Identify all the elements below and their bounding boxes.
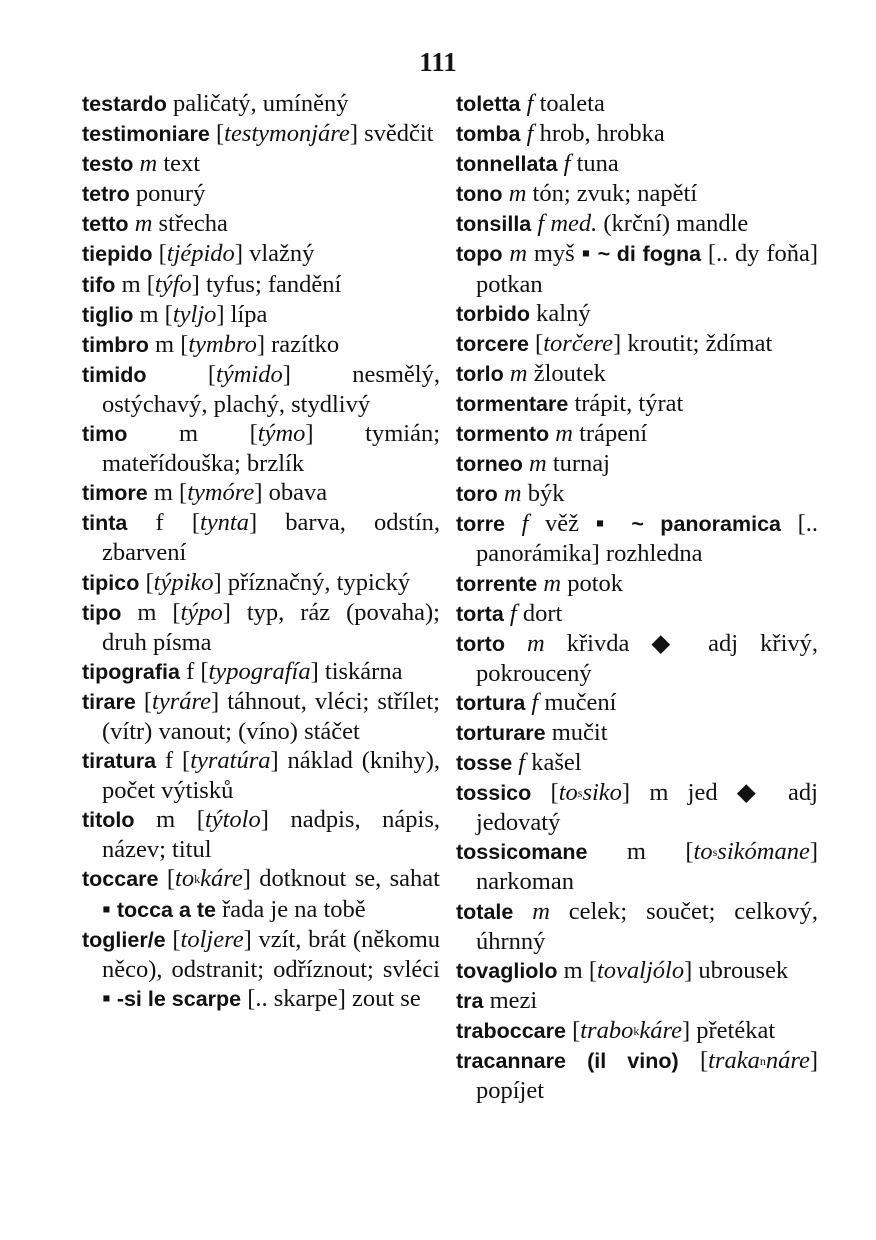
dictionary-entry bbox=[456, 179, 818, 209]
headword: tovagliolo bbox=[456, 958, 558, 983]
entry-definition: ] m jed ◆ adj jedovatý bbox=[476, 779, 818, 837]
dictionary-entry bbox=[456, 209, 818, 239]
pronunciation: m bbox=[509, 240, 528, 268]
headword: timo bbox=[82, 422, 128, 447]
dictionary-entry bbox=[82, 239, 440, 269]
pronunciation: tyljo bbox=[172, 300, 217, 328]
entry-definition: ] svědčit bbox=[349, 120, 434, 148]
dictionary-entry bbox=[456, 299, 818, 329]
entry-prefix: [ bbox=[209, 120, 225, 148]
dictionary-entry bbox=[82, 330, 440, 360]
headword: torta bbox=[456, 601, 504, 626]
entry-definition: věž ▪ bbox=[528, 510, 632, 538]
entry-prefix: [ bbox=[152, 240, 167, 268]
dictionary-entry bbox=[456, 718, 818, 748]
phrase-headword: -si le scarpe bbox=[116, 986, 242, 1011]
pronunciation: týtolo bbox=[204, 806, 261, 834]
entry-definition: ] táhnout, vléci; střílet; (vítr) vanout; (víno) stáčet bbox=[102, 687, 440, 745]
pronunciation: m bbox=[509, 359, 528, 387]
entry-definition: hrob, hrobka bbox=[533, 120, 665, 148]
dictionary-entry bbox=[456, 569, 818, 599]
headword: torlo bbox=[456, 361, 504, 386]
entry-definition: trápit, týrat bbox=[568, 389, 684, 417]
dictionary-entry bbox=[82, 300, 440, 330]
headword: totale bbox=[456, 899, 514, 924]
entry-prefix: m [ bbox=[134, 806, 205, 834]
pronunciation: tynta bbox=[200, 509, 249, 537]
entry-definition: (krční) mandle bbox=[597, 210, 749, 238]
dictionary-entry bbox=[456, 89, 818, 119]
entry-prefix: [ bbox=[158, 865, 176, 893]
entry-definition: turnaj bbox=[546, 450, 610, 478]
headword: tortura bbox=[456, 690, 526, 715]
pronunciation: m bbox=[529, 450, 547, 478]
headword: tono bbox=[456, 182, 503, 207]
dictionary-entry bbox=[456, 509, 818, 568]
headword: torrente bbox=[456, 571, 538, 596]
pronunciation: m bbox=[134, 210, 153, 238]
entry-prefix: [ bbox=[146, 360, 217, 388]
pronunciation: f med. bbox=[537, 210, 598, 238]
entry-definition: mučení bbox=[538, 688, 617, 716]
entry-prefix: f [ bbox=[156, 747, 191, 775]
pronunciation: týmido bbox=[216, 360, 283, 388]
entry-prefix: f [ bbox=[127, 509, 200, 537]
phrase-headword: tocca a te bbox=[116, 897, 216, 922]
dictionary-entry bbox=[82, 270, 440, 300]
entry-definition: ] ubrousek bbox=[684, 956, 789, 984]
headword: torturare bbox=[456, 720, 546, 745]
dictionary-entry bbox=[82, 478, 440, 508]
pronunciation: m bbox=[532, 897, 550, 925]
dictionary-entry bbox=[456, 748, 818, 778]
page-number: 111 bbox=[419, 47, 457, 77]
pronunciation: tymóre bbox=[187, 479, 255, 507]
entry-definition: ] nesmělý, ostýchavý, plachý, stydlivý bbox=[102, 360, 440, 418]
dictionary-entry bbox=[456, 897, 818, 956]
pronunciation-rest: siko bbox=[582, 779, 622, 807]
entry-definition: ] tiskárna bbox=[310, 657, 403, 685]
entry-definition: dort bbox=[516, 599, 563, 627]
dictionary-entry bbox=[456, 389, 818, 419]
pronunciation: tovaljólo bbox=[597, 956, 685, 984]
entry-definition: žloutek bbox=[527, 359, 606, 387]
dictionary-entry bbox=[456, 1046, 818, 1105]
entry-prefix: m [ bbox=[148, 330, 189, 358]
dictionary-entry bbox=[82, 119, 440, 149]
headword: toletta bbox=[456, 92, 521, 116]
pronunciation-superscript: k bbox=[194, 872, 201, 887]
dictionary-entry bbox=[82, 568, 440, 598]
headword: tifo bbox=[82, 272, 116, 297]
headword: testo bbox=[82, 152, 134, 177]
pronunciation: f bbox=[531, 688, 539, 716]
entry-definition: ] kroutit; ždímat bbox=[613, 329, 773, 357]
entry-prefix: m [ bbox=[115, 270, 155, 298]
headword: torto bbox=[456, 631, 505, 656]
headword: timido bbox=[82, 362, 147, 387]
dictionary-entry bbox=[456, 688, 818, 718]
headword: toro bbox=[456, 482, 498, 507]
entry-prefix: m [ bbox=[147, 479, 188, 507]
entry-definition: ] nadpis, nápis, název; titul bbox=[102, 806, 440, 864]
dictionary-entry bbox=[82, 89, 440, 119]
entry-prefix: f [ bbox=[179, 657, 209, 685]
headword: traboccare bbox=[456, 1018, 566, 1043]
entry-prefix: m [ bbox=[127, 420, 258, 448]
entry-definition: mezi bbox=[483, 986, 538, 1014]
entry-prefix bbox=[505, 510, 522, 537]
dictionary-entry bbox=[82, 179, 440, 209]
dictionary-entry bbox=[456, 119, 818, 149]
entry-definition: myš ▪ bbox=[527, 240, 598, 268]
dictionary-entry bbox=[82, 360, 440, 419]
dictionary-entry bbox=[82, 598, 440, 657]
dictionary-entry bbox=[456, 956, 818, 986]
pronunciation: m bbox=[139, 150, 158, 178]
headword: tomba bbox=[456, 122, 521, 147]
entry-definition: ] vlažný bbox=[234, 240, 315, 268]
entry-definition: potok bbox=[561, 569, 623, 597]
dictionary-entry bbox=[456, 599, 818, 629]
entry-definition: ] přetékat bbox=[681, 1016, 776, 1044]
pronunciation: týmo bbox=[257, 420, 306, 448]
entry-prefix: m [ bbox=[587, 838, 694, 866]
dictionary-entry bbox=[456, 1016, 818, 1046]
pronunciation: to bbox=[175, 865, 195, 893]
entry-definition: ] popíjet bbox=[476, 1047, 818, 1105]
entry-prefix: [ bbox=[678, 1047, 709, 1074]
right-column bbox=[456, 89, 818, 1105]
headword: tiratura bbox=[82, 749, 157, 774]
pronunciation: f bbox=[521, 510, 529, 538]
entry-definition: ] narkoman bbox=[476, 838, 818, 896]
entry-definition: trápení bbox=[573, 420, 648, 448]
entry-definition: ] obava bbox=[254, 479, 328, 507]
pronunciation: tymbro bbox=[188, 330, 257, 358]
headword: tosse bbox=[456, 751, 513, 776]
headword: tossicomane bbox=[456, 840, 588, 865]
dictionary-entry bbox=[456, 449, 818, 479]
headword: tracannare (il vino) bbox=[456, 1049, 679, 1073]
headword: tra bbox=[456, 988, 484, 1013]
pronunciation: tyráre bbox=[152, 687, 211, 715]
headword: timore bbox=[82, 481, 148, 506]
phrase-definition: řada je na tobě bbox=[216, 895, 366, 923]
pronunciation-superscript: s bbox=[577, 786, 583, 801]
dictionary-entry bbox=[456, 479, 818, 509]
headword: tormento bbox=[456, 422, 550, 447]
dictionary-entry bbox=[456, 359, 818, 389]
pronunciation: trabo bbox=[580, 1016, 634, 1044]
entry-prefix: m [ bbox=[133, 300, 173, 328]
headword: tirare bbox=[82, 689, 136, 714]
pronunciation: f bbox=[518, 749, 526, 777]
entry-definition: toaleta bbox=[533, 90, 605, 117]
dictionary-entry bbox=[82, 149, 440, 179]
entry-definition: mučit bbox=[545, 718, 608, 746]
entry-definition: ] lípa bbox=[216, 300, 268, 328]
dictionary-entry bbox=[456, 778, 818, 837]
entry-definition: ] typ, ráz (povaha); druh písma bbox=[102, 598, 440, 656]
dictionary-entry bbox=[82, 864, 440, 924]
entry-definition: kalný bbox=[530, 299, 591, 327]
pronunciation: tyratúra bbox=[190, 747, 271, 775]
pronunciation: m bbox=[503, 480, 522, 508]
entry-definition: ] barva, odstín, zbarvení bbox=[102, 509, 440, 567]
pronunciation: týpo bbox=[180, 598, 223, 626]
headword: toccare bbox=[82, 867, 159, 892]
entry-definition: tón; zvuk; napětí bbox=[526, 180, 698, 208]
entry-prefix: [ bbox=[528, 329, 544, 357]
pronunciation: týfo bbox=[154, 270, 192, 298]
entry-definition: býk bbox=[521, 480, 565, 508]
pronunciation: to bbox=[693, 838, 713, 866]
entry-definition: ponurý bbox=[129, 180, 206, 208]
pronunciation: traka bbox=[708, 1047, 760, 1074]
dictionary-entry bbox=[82, 925, 440, 1014]
headword: testimoniare bbox=[82, 122, 210, 147]
entry-prefix: [ bbox=[139, 568, 154, 596]
pronunciation-superscript: n bbox=[759, 1054, 766, 1068]
dictionary-entry bbox=[82, 805, 440, 864]
entry-definition: ] razítko bbox=[256, 330, 340, 358]
dictionary-entry bbox=[456, 239, 818, 298]
headword: tonnellata bbox=[456, 152, 558, 177]
headword: torbido bbox=[456, 301, 531, 326]
headword: torneo bbox=[456, 452, 523, 477]
pronunciation: testymonjáre bbox=[224, 120, 350, 148]
headword: tonsilla bbox=[456, 212, 532, 237]
pronunciation: to bbox=[558, 779, 578, 807]
entry-prefix: [ bbox=[135, 687, 153, 715]
dictionary-entry bbox=[456, 629, 818, 688]
dictionary-entry bbox=[456, 149, 818, 179]
headword: tipico bbox=[82, 570, 140, 595]
pronunciation: torčere bbox=[543, 329, 614, 357]
entry-prefix: [ bbox=[531, 779, 559, 807]
pronunciation-superscript: s bbox=[712, 845, 718, 860]
entry-prefix bbox=[505, 630, 527, 657]
dictionary-entry bbox=[82, 209, 440, 239]
entry-definition: ] dotknout se, sahat ▪ bbox=[102, 865, 440, 923]
pronunciation: m bbox=[543, 569, 562, 597]
phrase-headword: ~ di fogna bbox=[597, 242, 702, 267]
dictionary-entry bbox=[82, 508, 440, 567]
pronunciation: m bbox=[555, 420, 573, 448]
entry-prefix: m [ bbox=[557, 956, 597, 984]
phrase-definition: [.. dy foňa] potkan bbox=[476, 240, 819, 298]
pronunciation: tjépido bbox=[166, 240, 235, 268]
entry-prefix: [ bbox=[565, 1016, 581, 1044]
entry-definition: ] příznačný, typický bbox=[213, 568, 411, 596]
phrase-definition: [.. skarpe] zout se bbox=[241, 984, 421, 1012]
headword: titolo bbox=[82, 808, 135, 833]
headword: tossico bbox=[456, 781, 532, 806]
headword: tiepido bbox=[82, 242, 153, 267]
entry-definition: text bbox=[157, 150, 201, 178]
entry-definition: tuna bbox=[570, 150, 619, 178]
headword: topo bbox=[456, 242, 503, 267]
headword: tipografia bbox=[82, 659, 180, 684]
phrase-definition: [.. panorámika] rozhledna bbox=[476, 510, 818, 568]
headword: testardo bbox=[82, 92, 167, 116]
dictionary-entry bbox=[456, 419, 818, 449]
pronunciation: m bbox=[508, 180, 527, 208]
pronunciation: f bbox=[563, 150, 571, 178]
dictionary-entry bbox=[82, 687, 440, 746]
pronunciation-rest: káre bbox=[639, 1016, 682, 1044]
pronunciation: f bbox=[509, 599, 517, 627]
pronunciation: f bbox=[526, 90, 534, 117]
entry-definition: střecha bbox=[152, 210, 228, 238]
dictionary-entry bbox=[82, 419, 440, 478]
entry-definition: ] náklad (knihy), počet výtisků bbox=[102, 747, 440, 805]
entry-definition: kašel bbox=[525, 749, 582, 777]
headword: tiglio bbox=[82, 302, 134, 327]
phrase-headword: ~ panoramica bbox=[631, 512, 781, 537]
dictionary-entry bbox=[456, 837, 818, 896]
pronunciation: f bbox=[526, 120, 534, 148]
entry-prefix: [ bbox=[165, 925, 181, 953]
headword: tormentare bbox=[456, 391, 569, 416]
entry-definition: ] vzít, brát (někomu něco), odstranit; odříznout; svléci ▪ bbox=[102, 925, 440, 1012]
dictionary-entry bbox=[82, 746, 440, 805]
dictionary-entry bbox=[82, 657, 440, 687]
pronunciation: toljere bbox=[180, 925, 244, 953]
pronunciation: typografía bbox=[208, 657, 311, 685]
entry-prefix bbox=[513, 898, 532, 925]
left-column bbox=[82, 89, 440, 1014]
headword: tinta bbox=[82, 511, 128, 536]
pronunciation-rest: náre bbox=[765, 1047, 810, 1074]
entry-definition: celek; součet; celkový, úhrnný bbox=[476, 897, 818, 955]
entry-prefix: m [ bbox=[121, 598, 181, 626]
dictionary-entry bbox=[456, 986, 818, 1016]
entry-definition: ] tymián; mateřídouška; brzlík bbox=[102, 420, 441, 478]
headword: tetro bbox=[82, 182, 130, 207]
headword: tetto bbox=[82, 212, 129, 237]
headword: torre bbox=[456, 512, 505, 537]
pronunciation: m bbox=[527, 629, 545, 657]
dictionary-entry bbox=[456, 329, 818, 359]
headword: torcere bbox=[456, 331, 529, 356]
entry-definition: paličatý, umíněný bbox=[166, 90, 349, 117]
entry-definition: ] tyfus; fandění bbox=[191, 270, 342, 298]
pronunciation-superscript: k bbox=[633, 1023, 640, 1038]
entry-definition: křivda ◆ adj křivý, pokroucený bbox=[476, 629, 819, 687]
pronunciation-rest: káre bbox=[200, 865, 243, 893]
pronunciation-rest: sikómane bbox=[717, 838, 810, 866]
headword: toglier/e bbox=[82, 927, 166, 952]
pronunciation: týpiko bbox=[153, 568, 214, 596]
headword: tipo bbox=[82, 600, 122, 625]
headword: timbro bbox=[82, 332, 149, 357]
